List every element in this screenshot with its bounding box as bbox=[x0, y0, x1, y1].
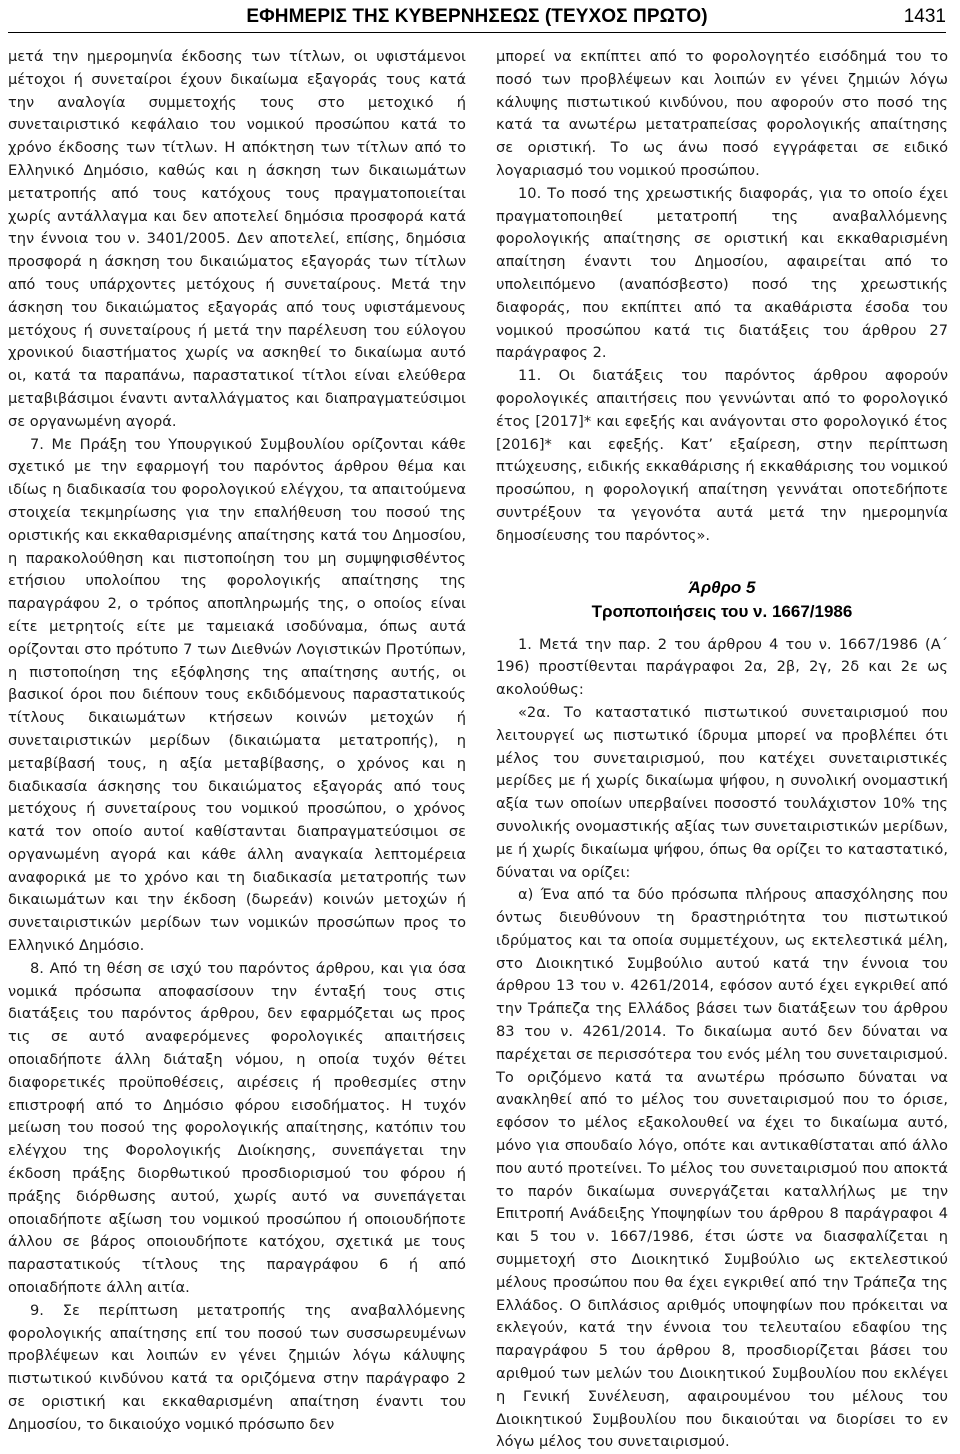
article-title: Τροποποιήσεις του ν. 1667/1986 bbox=[591, 601, 853, 621]
gazette-title: ΕΦΗΜΕΡΙΣ ΤΗΣ ΚΥΒΕΡΝΗΣΕΩΣ (ΤΕΥΧΟΣ ΠΡΩΤΟ) bbox=[246, 6, 708, 27]
right-column bbox=[496, 46, 948, 1454]
page-number: 1431 bbox=[903, 6, 946, 27]
article-number: Άρθρο 5 bbox=[688, 577, 756, 597]
page-header bbox=[8, 2, 946, 33]
paragraph-6-continuation: μετά την ημερομηνία έκδοσης των τίτλων, οι υφιστάμενοι μέτοχοι ή συνεταίροι έχουν δικαίωμα εξαγοράς τους κατά την αναλογία συμμετοχής τους στο μετοχικό ή συνεταιριστικό κεφάλαιο του νομικού προσώπου κατά το χρόνο έκδοσης των τίτλων. Η απόκτηση των τίτλων από το Ελληνικό Δημόσιο, καθώς και η άσκηση των δικαιωμάτων μετατροπής από τους κατόχους τους πραγματοποιείται χωρίς αντάλλαγμα και δεν αποτελεί δημόσια προσφορά κατά την έννοια του ν. 3401/2005. Δεν αποτελεί, επίσης, δημόσια προσφορά η άσκηση του δικαιώματος εξαγοράς των τίτλων από τους υπάρχοντες μετόχους ή συνεταίρους. Μετά την άσκηση του δικαιώματος εξαγοράς από τους υφιστάμενους μετόχους ή συνεταίρους ή μετά την παρέλευση του εύλογου χρονικού διαστήματος χωρίς να ασκηθεί το δικαίωμα αυτό οι, κατά τα παραπάνω, παραστατικοί τίτλοι είναι ελεύθερα μεταβιβάσιμοι έναντι ανταλλάγματος και διαπραγματεύσιμοι σε οργανωμένη αγορά. bbox=[8, 48, 466, 430]
paragraph-7: 7. Με Πράξη του Υπουργικού Συμβουλίου ορίζονται κάθε σχετικό με την εφαρμογή του παρόντος άρθρου θέμα και ιδίως η διαδικασία του φορολογικού ελέγχου, τα απαιτούμενα στοιχεία τεκμηρίωσης για την επαλήθευση του ποσού της οριστικής και εκκαθαρισμένης απαίτησης κατά του Δημοσίου, η παρακολούθηση και πιστοποίηση του μη συμψηφισθέντος ετήσιου υπολοίπου της φορολογικής απαίτησης της παραγράφου 2, ο τρόπος αποπληρωμής της, ο οποίος είναι είτε μετρητοίς είτε με ταμειακά ισοδύναμα, όπως αυτά ορίζονται στο πρότυπο 7 των Διεθνών Λογιστικών Προτύπων, η πιστοποίηση της εξόφλησης της απαίτησης αυτής, οι βασικοί όροι που διέπουν τους εκδιδόμενους παραστατικούς τίτλους δικαιωμάτων κτήσεων κοινών μετοχών ή συνεταιριστικών μερίδων (δικαιώματα μετατροπής), η μεταβίβασή τους, η αξία μεταβίβασης, ο χρόνος και η διαδικασία άσκησης του δικαιώματος εξαγοράς από τους μετόχους ή συνεταίρους του νομικού προσώπου, ο χρόνος κατά τον οποίο αυτοί καθίστανται διαπραγματεύσιμοι σε οργανωμένη αγορά και κάθε άλλη αναγκαία λεπτομέρεια αναφορικά με το χρόνο και τη διαδικασία μετατροπής των δικαιωμάτων και την έκδοση (δωρεάν) κοινών μετοχών ή συνεταιριστικών μερίδων των νομικών προσώπων προς το Ελληνικό Δημόσιο. bbox=[8, 435, 466, 955]
paragraph-2a: «2α. Το καταστατικό πιστωτικού συνεταιρισμού που λειτουργεί ως πιστωτικό ίδρυμα μπορεί να προβλέπει ότι μέλος του συνεταιρισμού, που κατέχει συνεταιριστικές μερίδες με ή χωρίς δικαίωμα ψήφου, η συνολική ονομαστική αξία των οποίων υπερβαίνει ποσοστό τουλάχιστον 10% της συνολικής ονομαστικής αξίας των συνεταιριστικών μερίδων, με ή χωρίς δικαίωμα ψήφου, όπως θα ορίζει το καταστατικό, δύναται να ορίζει: bbox=[496, 703, 948, 881]
paragraph-2a-item-a: α) Ένα από τα δύο πρόσωπα πλήρους απασχόλησης που όντως διευθύνουν τη δραστηριότητα του πιστωτικού ιδρύματος και τα οποία συμμετέχουν, ως εκτελεστικά μέλη, στο Διοικητικό Συμβούλιο αυτού κατά την έννοια του άρθρου 13 του ν. 4261/2014, εφόσον αυτό έχει εγκριθεί από την Τράπεζα της Ελλάδος βάσει των διατάξεων του άρθρου 83 του ν. 4261/2014. Το δικαίωμα αυτό δεν δύναται να παρέχεται σε περισσότερα του ενός μέλη του συνεταιρισμού. Το οριζόμενο κατά τα ανωτέρω πρόσωπο δύναται να ανακληθεί από το μέλος του συνεταιρισμού που το όρισε, εφόσον το μέλος εξακολουθεί να έχει το δικαίωμα αυτό, μόνο για σπουδαίο λόγο, οπότε και αντικαθίσταται από άλλο που αυτό προτείνει. Το μέλος του συνεταιρισμού που αποκτά το παρόν δικαίωμα συνεργάζεται καταλλήλως με την Επιτροπή Ανάδειξης Υποψηφίων του άρθρου 8 παράγραφοι 4 και 5 του ν. 1667/1986, έτσι ώστε να διασφαλίζεται η συμμετοχή στο Διοικητικό Συμβούλιο ως εκτελεστικού μέλους προσώπου που θα έχει εγκριθεί από την Τράπεζα της Ελλάδος. Ο διπλάσιος αριθμός υποψηφίων που πρόκειται να εκλεγούν, κατά την έννοια του τελευταίου εδαφίου της παραγράφου 5 του άρθρου 8, προσδιορίζεται βάσει του αριθμού των μελών του Διοικητικού Συμβουλίου που εκλέγει η Γενική Συνέλευση, αφαιρουμένου του μέλους του Διοικητικού Συμβουλίου που δικαιούται να διορίσει το εν λόγω μέλος του συνεταιρισμού. bbox=[496, 886, 948, 1451]
paragraph-10: 10. Το ποσό της χρεωστικής διαφοράς, για το οποίο έχει πραγματοποιηθεί μετατροπή της αναβαλλόμενης φορολογικής απαίτησης σε οριστική και εκκαθαρισμένη απαίτηση έναντι του Δημοσίου, αφαιρείται από το υπολειπόμενο (αναπόσβεστο) ποσό της χρεωστικής διαφοράς, που εκπίπτει από τα ακαθάριστα έσοδα του νομικού προσώπου κατά τις διατάξεις του άρθρου 27 παράγραφος 2. bbox=[496, 184, 948, 362]
paragraph-9-continuation: μπορεί να εκπίπτει από το φορολογητέο εισόδημά του το ποσό των προβλέψεων και λοιπών εν γένει ζημιών λόγω κάλυψης πιστωτικού κινδύνου, που αφορούν στο ποσό της κατά τα ανωτέρω μετατραπείσας φορολογικής απαίτησης σε οριστική. Το ως άνω ποσό εγγράφεται σε ειδικό λογαριασμό του νομικού προσώπου. bbox=[496, 48, 948, 179]
article-5-paragraph-1: 1. Μετά την παρ. 2 του άρθρου 4 του ν. 1667/1986 (Α΄ 196) προστίθενται παράγραφοι 2α, 2β, 2γ, 2δ και 2ε ως ακολούθως: bbox=[496, 635, 948, 699]
paragraph-9: 9. Σε περίπτωση μετατροπής της αναβαλλόμενης φορολογικής απαίτησης επί του ποσού των συσσωρευμένων προβλέψεων και λοιπών εν γένει ζημιών λόγω κάλυψης πιστωτικού κινδύνου κατά τα οριζόμενα στην παράγραφο 2 σε οριστική και εκκαθαρισμένη απαίτηση έναντι του Δημοσίου, το δικαιούχο νομικό πρόσωπο δεν bbox=[8, 1301, 466, 1433]
paragraph-11: 11. Οι διατάξεις του παρόντος άρθρου αφορούν φορολογικές απαιτήσεις που γεννώνται από το φορολογικό έτος [2017]* και εφεξής και ανάγονται στο φορολογικό έτος [2016]* και εφεξής. Κατ’ εξαίρεση, στην περίπτωση πτώχευσης, ειδικής εκκαθάρισης ή εκκαθάρισης του νομικού προσώπου, η φορολογική απαίτηση γεννάται οποτεδήποτε συντρέξουν τα γεγονότα αυτά μετά την ημερομηνία δημοσίευσης του παρόντος». bbox=[496, 367, 948, 544]
left-column bbox=[8, 46, 466, 1437]
paragraph-8: 8. Από τη θέση σε ισχύ του παρόντος άρθρου, και για όσα νομικά πρόσωπα αποφασίσουν την ένταξή τους στις διατάξεις του παρόντος άρθρου, δεν εφαρμόζεται ως προς τις σε αυτό αναφερόμενες φορολογικές απαιτήσεις οποιαδήποτε άλλη διάταξη νόμου, η οποία τυχόν θέτει διαφορετικές προϋποθέσεις, αιρέσεις ή προθεσμίες στην επιστροφή από το Δημόσιο φόρου εισοδήματος. Η τυχόν μείωση του ποσού της φορολογικής απαίτησης, κατόπιν του ελέγχου της Φορολογικής Διοίκησης, συνεπάγεται την έκδοση πράξης διορθωτικού προσδιορισμού του φόρου ή πράξης διόρθωσης αυτού, χωρίς αυτό να συνεπάγεται οποιαδήποτε αξίωση του νομικού προσώπου ή οποιουδήποτε άλλου σε βάρος οποιουδήποτε κατόχου, σχετικά με τους παραστατικούς τίτλους της παραγράφου 6 ή από οποιαδήποτε άλλη αιτία. bbox=[8, 959, 466, 1297]
